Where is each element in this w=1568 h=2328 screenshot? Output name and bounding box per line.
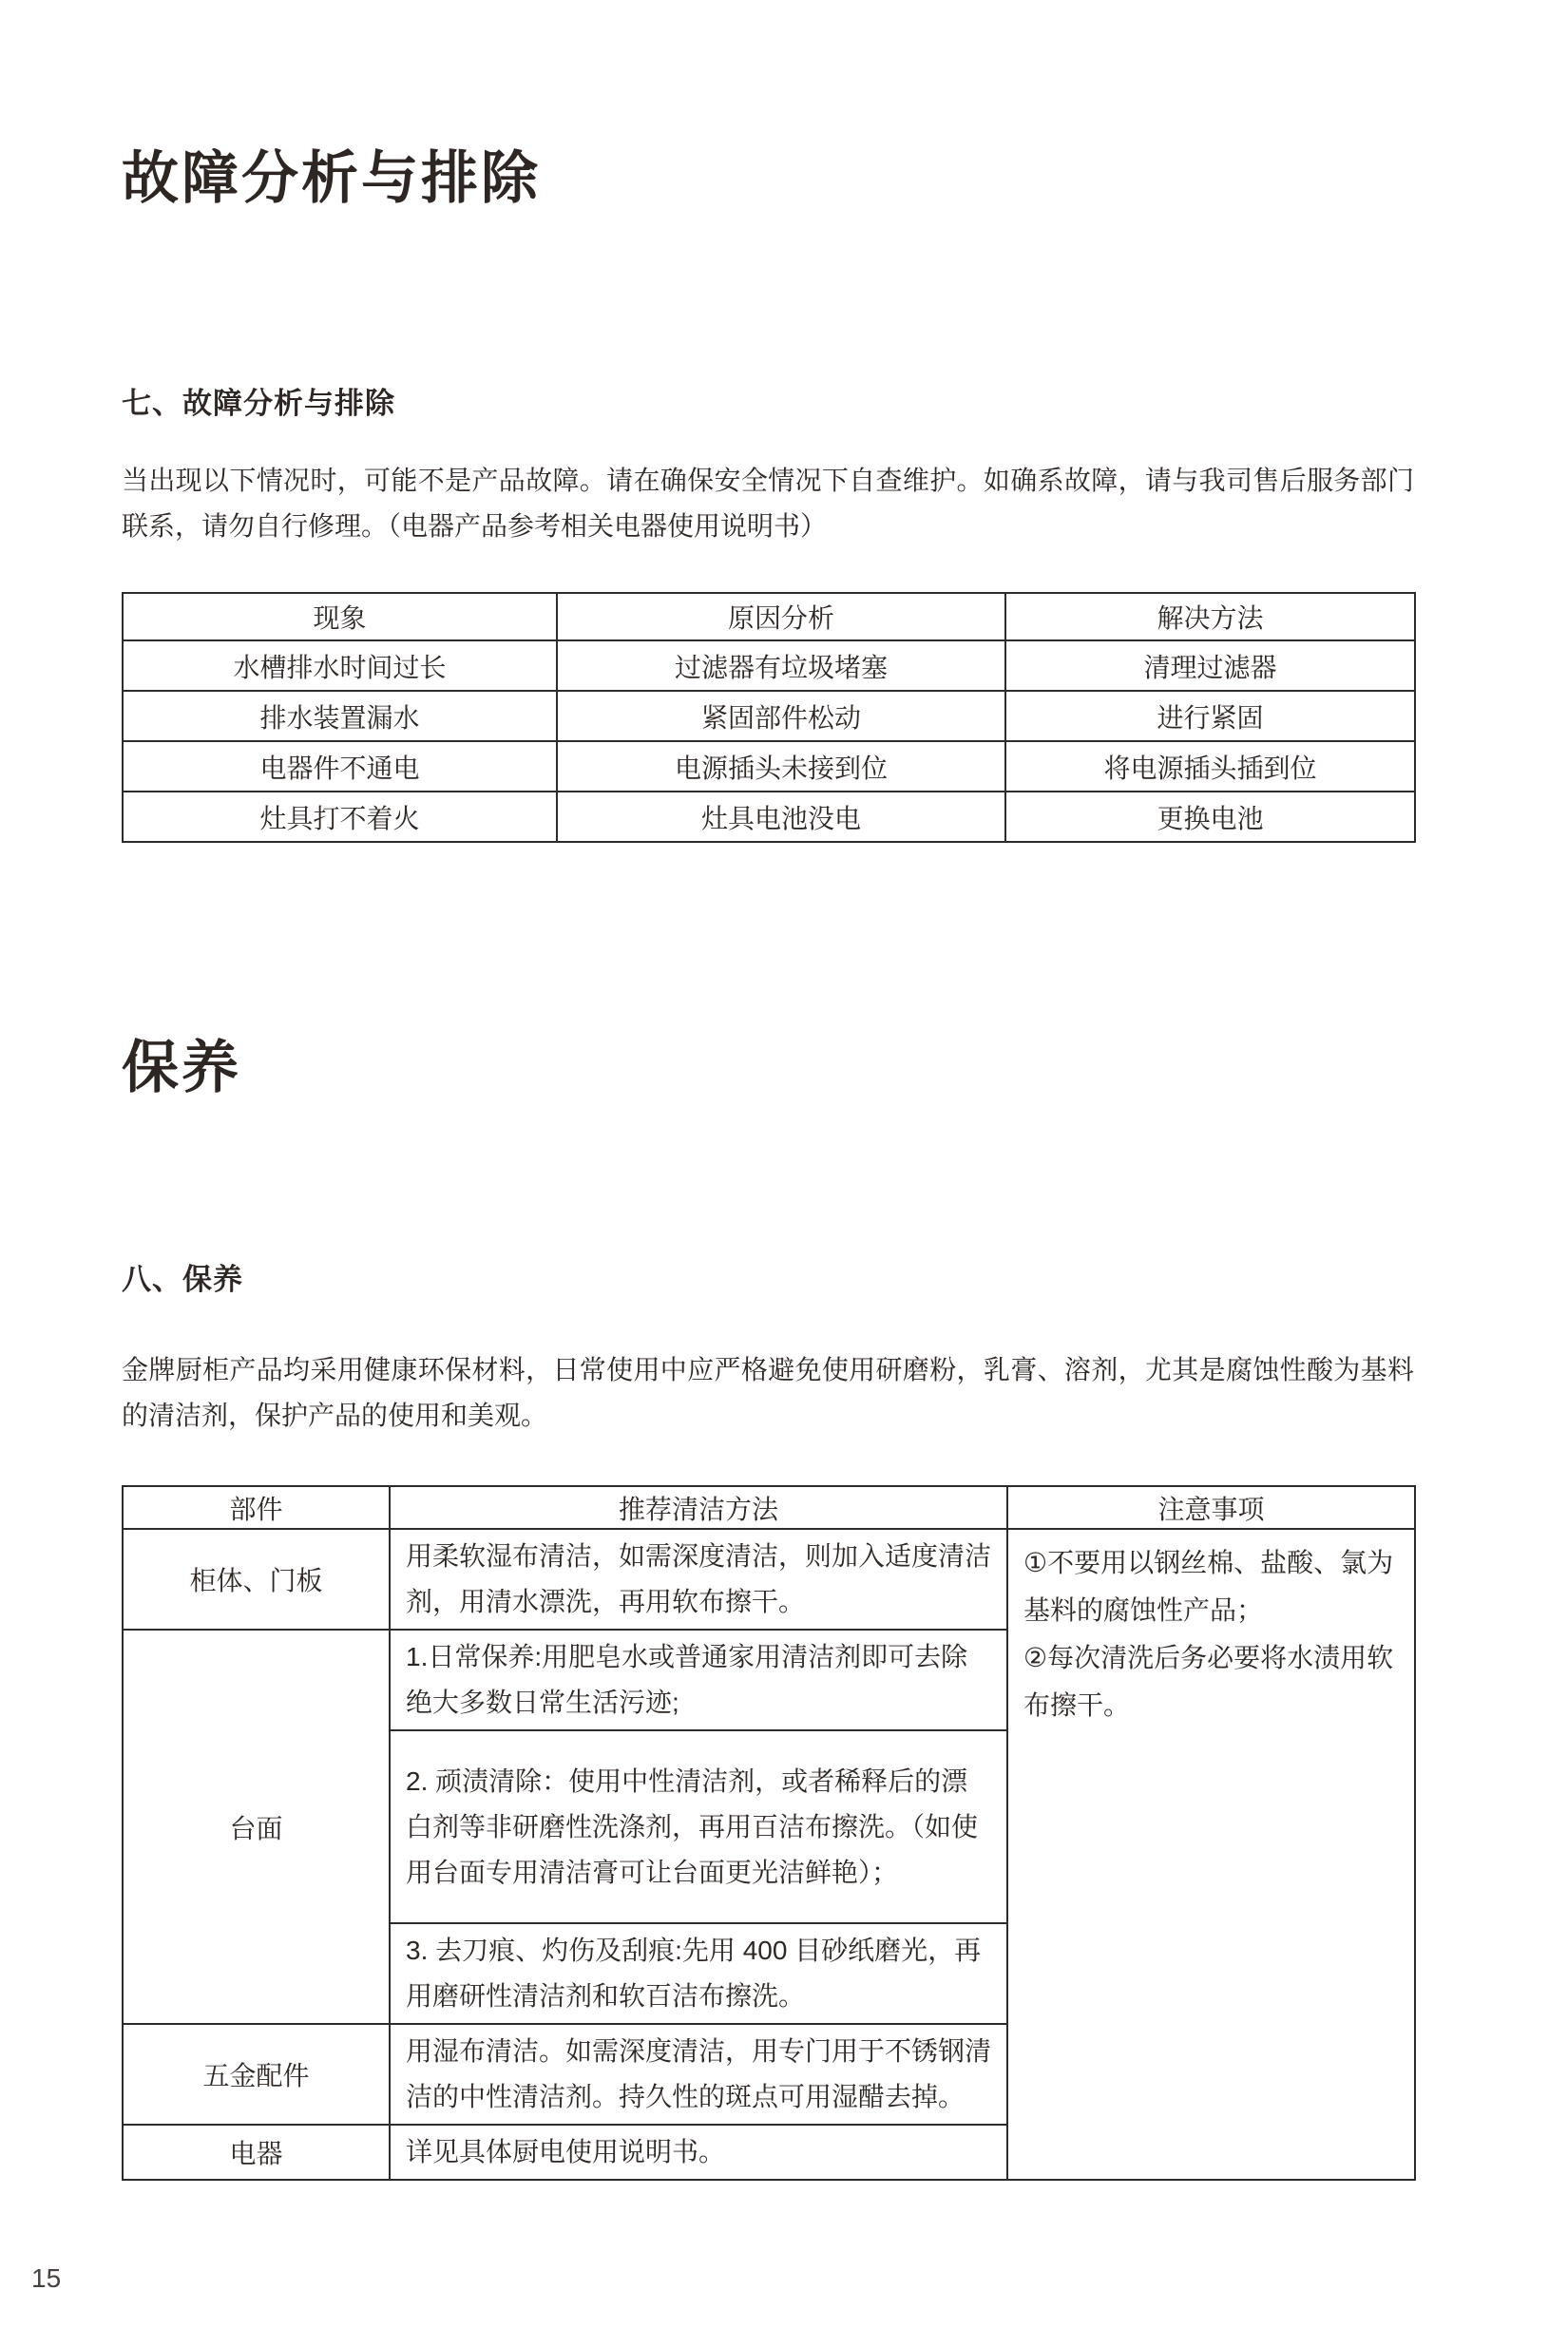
- cell-precautions: [1007, 1529, 1415, 2180]
- maintenance-table: [122, 1485, 1416, 2181]
- maintenance-intro-paragraph: 金牌厨柜产品均采用健康环保材料，日常使用中应严格避免使用研磨粉，乳膏、溶剂，尤其是腐蚀性酸为基料的清洁剂，保护产品的使用和美观。: [122, 1355, 1414, 1430]
- table-row: [123, 691, 1415, 741]
- cell-method-cabinet: 用柔软湿布清洁，如需深度清洁，则加入适度清洁剂，用清水漂洗，再用软布擦干。: [390, 1529, 1007, 1630]
- cell-part-hardware: 五金配件: [123, 2024, 390, 2125]
- cell-method-countertop-stains: 2. 顽渍清除：使用中性清洁剂，或者稀释后的漂白剂等非研磨性洗涤剂，再用百洁布擦洗。（如使用台面专用清洁膏可让台面更光洁鲜艳）；: [390, 1730, 1007, 1923]
- table-header-row: [123, 593, 1415, 640]
- table-row: [123, 792, 1415, 842]
- column-header-cleaning-method: 推荐清洁方法: [390, 1486, 1007, 1529]
- table-row: [123, 640, 1415, 691]
- cell-cause: 过滤器有垃圾堵塞: [557, 640, 1005, 691]
- table-row: [123, 741, 1415, 792]
- column-header-precautions: 注意事项: [1007, 1486, 1415, 1529]
- column-header-solution: 解决方法: [1005, 593, 1415, 640]
- table-row-cabinet: [123, 1529, 1415, 1630]
- table-header-row: [123, 1486, 1415, 1529]
- cell-cause: 紧固部件松动: [557, 691, 1005, 741]
- cell-phenomenon: 排水装置漏水: [123, 691, 557, 741]
- page-number: 15: [31, 2263, 62, 2293]
- column-header-part: 部件: [123, 1486, 390, 1529]
- cell-cause: 电源插头未接到位: [557, 741, 1005, 792]
- cell-method-countertop-daily: 1.日常保养:用肥皂水或普通家用清洁剂即可去除绝大多数日常生活污迹;: [390, 1630, 1007, 1730]
- cell-solution: 进行紧固: [1005, 691, 1415, 741]
- cell-solution: 清理过滤器: [1005, 640, 1415, 691]
- cell-cause: 灶具电池没电: [557, 792, 1005, 842]
- cell-phenomenon: 电器件不通电: [123, 741, 557, 792]
- troubleshooting-intro-paragraph: 当出现以下情况时，可能不是产品故障。请在确保安全情况下自查维护。如确系故障，请与我司售后服务部门联系，请勿自行修理。（电器产品参考相关电器使用说明书）: [122, 466, 1414, 541]
- page-title-troubleshooting: 故障分析与排除: [122, 146, 541, 210]
- cell-solution: 更换电池: [1005, 792, 1415, 842]
- cell-part-cabinet: 柜体、门板: [123, 1529, 390, 1630]
- cell-method-hardware: 用湿布清洁。如需深度清洁，用专门用于不锈钢清洁的中性清洁剂。持久性的斑点可用湿醋去掉。: [390, 2024, 1007, 2125]
- section-heading-7: 七、故障分析与排除: [122, 387, 395, 420]
- cell-phenomenon: 灶具打不着火: [123, 792, 557, 842]
- cell-solution: 将电源插头插到位: [1005, 741, 1415, 792]
- cell-part-countertop: 台面: [123, 1630, 390, 2024]
- section-heading-8: 八、保养: [122, 1263, 243, 1296]
- column-header-phenomenon: 现象: [123, 593, 557, 640]
- troubleshooting-table: [122, 592, 1416, 843]
- cell-phenomenon: 水槽排水时间过长: [123, 640, 557, 691]
- cell-method-appliance: 详见具体厨电使用说明书。: [390, 2125, 1007, 2180]
- column-header-cause: 原因分析: [557, 593, 1005, 640]
- page-title-maintenance: 保养: [122, 1036, 241, 1099]
- precaution-item-1: ①不要用以钢丝棉、盐酸、氯为基料的腐蚀性产品；: [1023, 1548, 1394, 1625]
- cell-part-appliance: 电器: [123, 2125, 390, 2180]
- precaution-item-2: ②每次清洗后务必要将水渍用软布擦干。: [1023, 1643, 1394, 1720]
- cell-method-countertop-scratches: 3. 去刀痕、灼伤及刮痕:先用 400 目砂纸磨光，再用磨研性清洁剂和软百洁布擦洗。: [390, 1923, 1007, 2024]
